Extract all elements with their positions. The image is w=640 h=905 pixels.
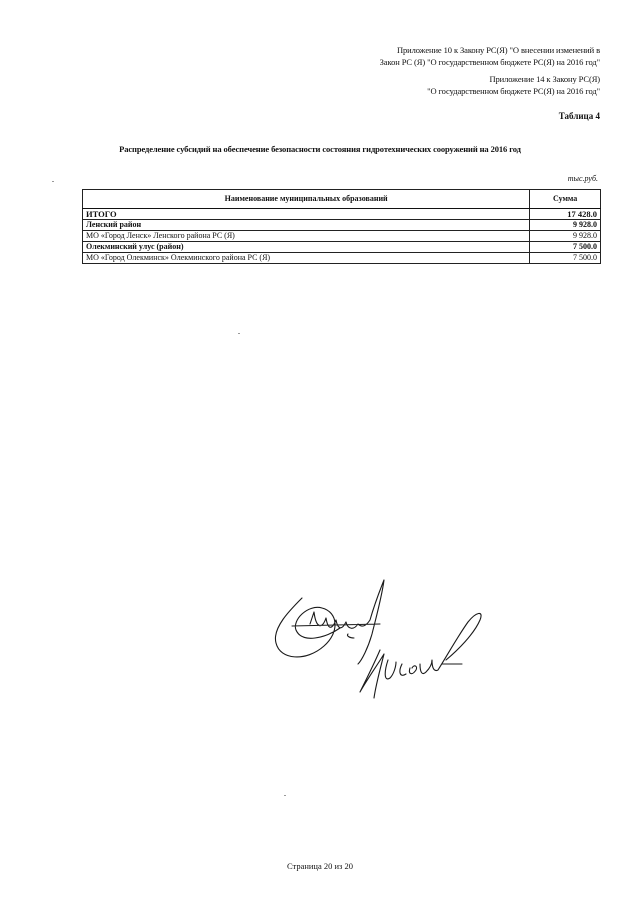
table-row (83, 220, 601, 231)
scan-speck (52, 181, 54, 182)
row-name: МО «Город Олекминск» Олекминского района РС (Я) (83, 253, 530, 264)
subsidy-table (82, 189, 601, 264)
total-label: ИТОГО (83, 209, 530, 220)
table-header-row (83, 190, 601, 209)
row-sum: 9 928.0 (530, 231, 601, 242)
row-sum: 7 500.0 (530, 253, 601, 264)
column-header-sum: Сумма (530, 190, 601, 209)
total-row (83, 209, 601, 220)
table-row (83, 231, 601, 242)
row-sum: 9 928.0 (530, 220, 601, 231)
document-title: Распределение субсидий на обеспечение безопасности состояния гидротехнических сооружений на 2016 год (119, 144, 521, 154)
handwritten-signatures (262, 568, 502, 718)
row-name: МО «Город Ленск» Ленского района РС (Я) (83, 231, 530, 242)
row-name: Ленский район (83, 220, 530, 231)
page-number: Страница 20 из 20 (286, 861, 354, 871)
signature-2 (360, 613, 481, 698)
row-name: Олекминский улус (район) (83, 242, 530, 253)
header-line-3: Приложение 14 к Закону РС(Я) (489, 74, 600, 84)
scan-speck (238, 333, 240, 334)
table-row (83, 253, 601, 264)
header-line-2: Закон РС (Я) "О государственном бюджете РС(Я) на 2016 год" (379, 57, 600, 67)
table-row (83, 242, 601, 253)
total-sum: 17 428.0 (530, 209, 601, 220)
scan-speck (284, 795, 286, 796)
header-line-4: "О государственном бюджете РС(Я) на 2016 год" (427, 86, 600, 96)
table-label: Таблица 4 (558, 111, 600, 121)
header-appendix-10 (380, 44, 600, 68)
header-appendix-14 (427, 73, 600, 97)
header-line-1: Приложение 10 к Закону РС(Я) "О внесении изменений в (396, 45, 600, 55)
signature-1 (275, 580, 384, 664)
row-sum: 7 500.0 (530, 242, 601, 253)
units-label: тыс.руб. (567, 174, 598, 183)
column-header-name: Наименование муниципальных образований (83, 190, 530, 209)
